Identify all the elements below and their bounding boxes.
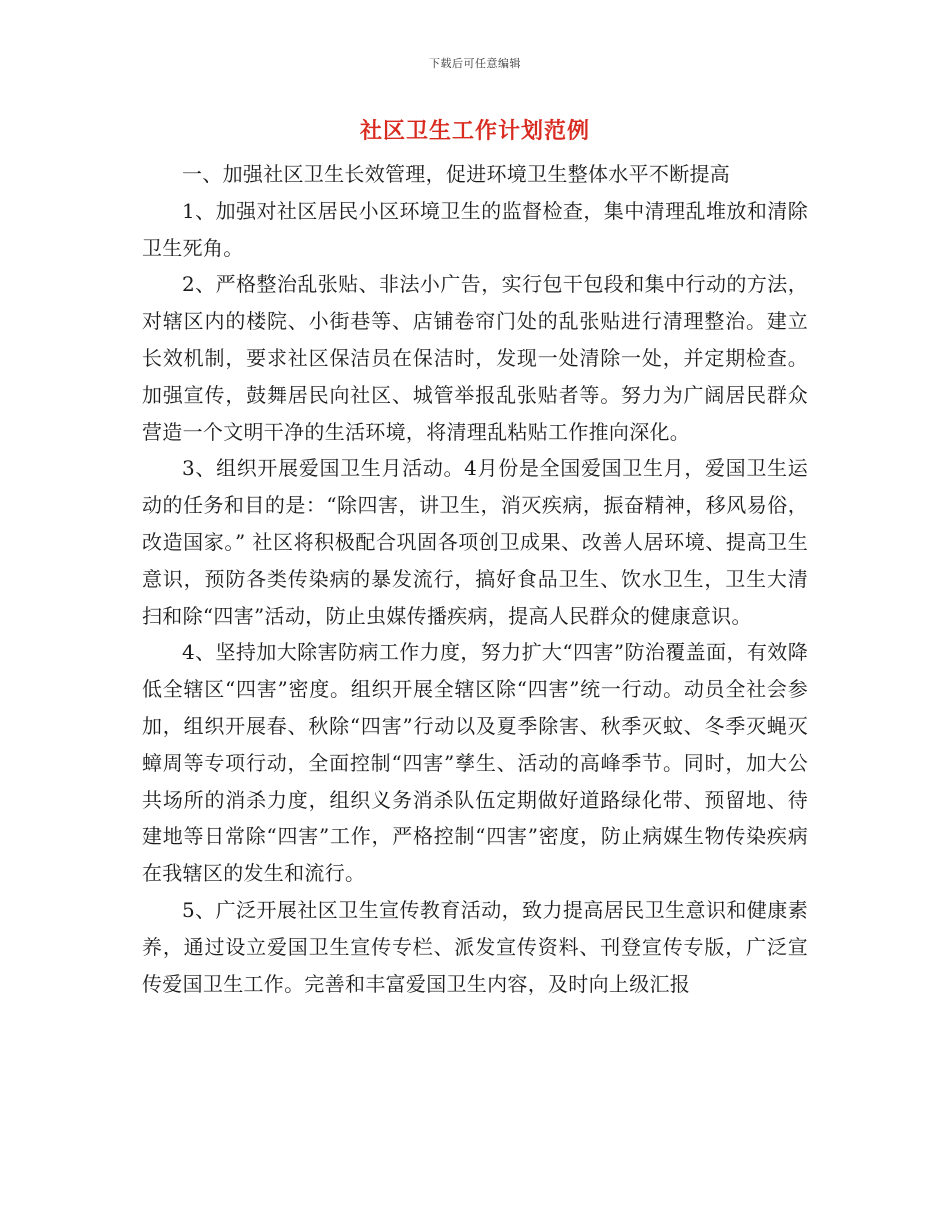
document-body <box>142 156 808 1002</box>
paragraph-item-2: 2、严格整治乱张贴、非法小广告，实行包干包段和集中行动的方法，对辖区内的楼院、小街巷等、店铺卷帘门处的乱张贴进行清理整治。建立长效机制，要求社区保洁员在保洁时，发现一处清除一处，并定期检查。加强宣传，鼓舞居民向社区、城管举报乱张贴者等。努力为广阔居民群众营造一个文明干净的生活环境，将清理乱粘贴工作推向深化。 <box>142 272 808 444</box>
page-header-note: 下载后可任意编辑 <box>429 57 521 70</box>
paragraph-item-1: 1、加强对社区居民小区环境卫生的监督检查，集中清理乱堆放和清除卫生死角。 <box>142 198 808 260</box>
section-heading-1: 一、加强社区卫生长效管理，促进环境卫生整体水平不断提高 <box>182 162 731 186</box>
document-title: 社区卫生工作计划范例 <box>359 118 590 144</box>
paragraph-item-5: 5、广泛开展社区卫生宣传教育活动，致力提高居民卫生意识和健康素养，通过设立爱国卫生宣传专栏、派发宣传资料、刊登宣传专版，广泛宣传爱国卫生工作。完善和丰富爱国卫生内容，及时向上级汇报 <box>142 897 808 996</box>
paragraph-item-3: 3、组织开展爱国卫生月活动。4月份是全国爱国卫生月，爱国卫生运动的任务和目的是：“除四害，讲卫生，消灭疾病，振奋精神，移风易俗，改造国家。” 社区将积极配合巩固各项创卫成果、改善人居环境、提高卫生意识，预防各类传染病的暴发流行，搞好食品卫生、饮水卫生，卫生大清扫和除“四害”活动，防止虫媒传播疾病，提高人民群众的健康意识。 <box>142 456 808 628</box>
paragraph-item-4: 4、坚持加大除害防病工作力度，努力扩大“四害”防治覆盖面，有效降低全辖区“四害”密度。组织开展全辖区除“四害”统一行动。动员全社会参加，组织开展春、秋除“四害”行动以及夏季除害、秋季灭蚊、冬季灭蝇灭蟑周等专项行动，全面控制“四害”孳生、活动的高峰季节。同时，加大公共场所的消杀力度，组织义务消杀队伍定期做好道路绿化带、预留地、待建地等日常除“四害”工作，严格控制“四害”密度，防止病媒生物传染疾病在我辖区的发生和流行。 <box>142 640 808 886</box>
